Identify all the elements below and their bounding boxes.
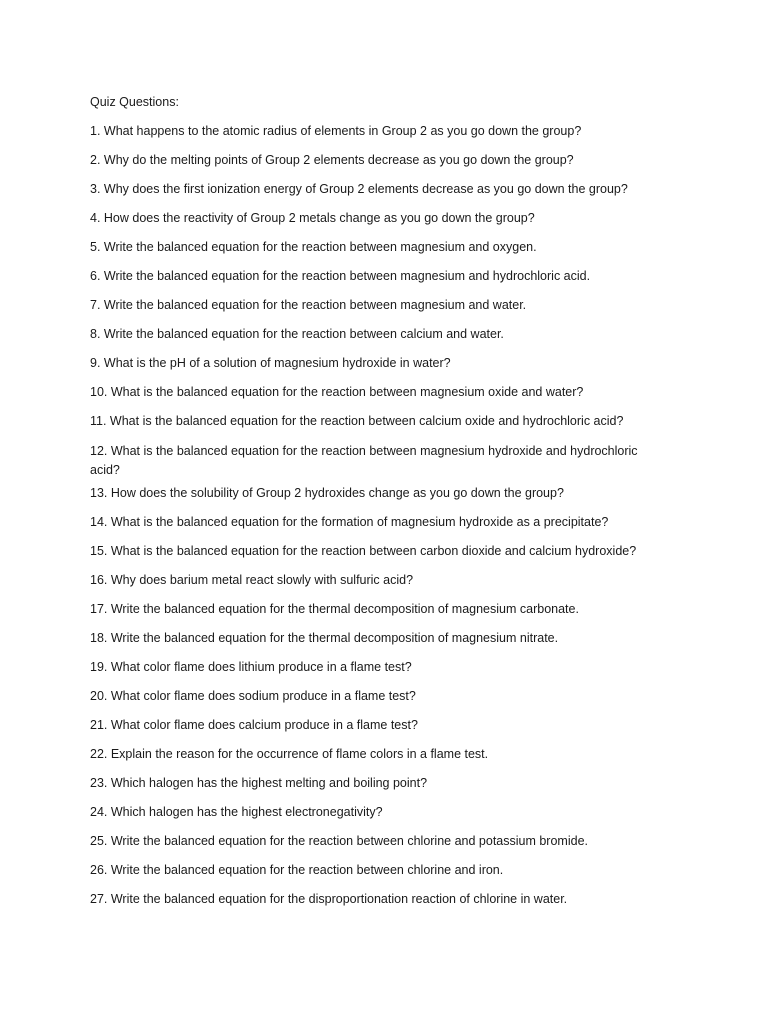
question-item: 8. Write the balanced equation for the reaction between calcium and water.	[90, 327, 504, 341]
question-item: 9. What is the pH of a solution of magnesium hydroxide in water?	[90, 356, 451, 370]
question-item: 22. Explain the reason for the occurrence of flame colors in a flame test.	[90, 747, 489, 761]
question-item: 27. Write the balanced equation for the disproportionation reaction of chlorine in water.	[90, 892, 568, 906]
question-item: 24. Which halogen has the highest electronegativity?	[90, 805, 383, 819]
document-page	[90, 94, 670, 920]
question-item: 12. What is the balanced equation for the reaction between magnesium hydroxide and hydrochloric acid?	[90, 444, 638, 477]
question-item: 18. Write the balanced equation for the thermal decomposition of magnesium nitrate.	[90, 631, 559, 645]
question-item: 25. Write the balanced equation for the reaction between chlorine and potassium bromide.	[90, 834, 588, 848]
document-heading: Quiz Questions:	[90, 95, 179, 109]
question-item: 20. What color flame does sodium produce in a flame test?	[90, 689, 416, 703]
question-item: 5. Write the balanced equation for the reaction between magnesium and oxygen.	[90, 240, 537, 254]
question-item: 16. Why does barium metal react slowly with sulfuric acid?	[90, 573, 414, 587]
question-item: 11. What is the balanced equation for the reaction between calcium oxide and hydrochloric acid?	[90, 414, 624, 428]
question-item: 19. What color flame does lithium produce in a flame test?	[90, 660, 412, 674]
question-item: 7. Write the balanced equation for the reaction between magnesium and water.	[90, 298, 527, 312]
question-item: 15. What is the balanced equation for the reaction between carbon dioxide and calcium hydroxide?	[90, 544, 637, 558]
question-list	[90, 123, 670, 907]
question-item: 6. Write the balanced equation for the reaction between magnesium and hydrochloric acid.	[90, 269, 591, 283]
question-item: 3. Why does the first ionization energy of Group 2 elements decrease as you go down the group?	[90, 182, 628, 196]
question-item: 4. How does the reactivity of Group 2 metals change as you go down the group?	[90, 211, 535, 225]
question-item: 21. What color flame does calcium produce in a flame test?	[90, 718, 418, 732]
question-item: 14. What is the balanced equation for the formation of magnesium hydroxide as a precipitate?	[90, 515, 609, 529]
question-item: 17. Write the balanced equation for the thermal decomposition of magnesium carbonate.	[90, 602, 579, 616]
question-item: 26. Write the balanced equation for the reaction between chlorine and iron.	[90, 863, 504, 877]
question-item: 13. How does the solubility of Group 2 hydroxides change as you go down the group?	[90, 486, 564, 500]
question-item: 23. Which halogen has the highest melting and boiling point?	[90, 776, 428, 790]
question-item: 10. What is the balanced equation for the reaction between magnesium oxide and water?	[90, 385, 584, 399]
question-item: 1. What happens to the atomic radius of elements in Group 2 as you go down the group?	[90, 124, 582, 138]
question-item: 2. Why do the melting points of Group 2 elements decrease as you go down the group?	[90, 153, 574, 167]
